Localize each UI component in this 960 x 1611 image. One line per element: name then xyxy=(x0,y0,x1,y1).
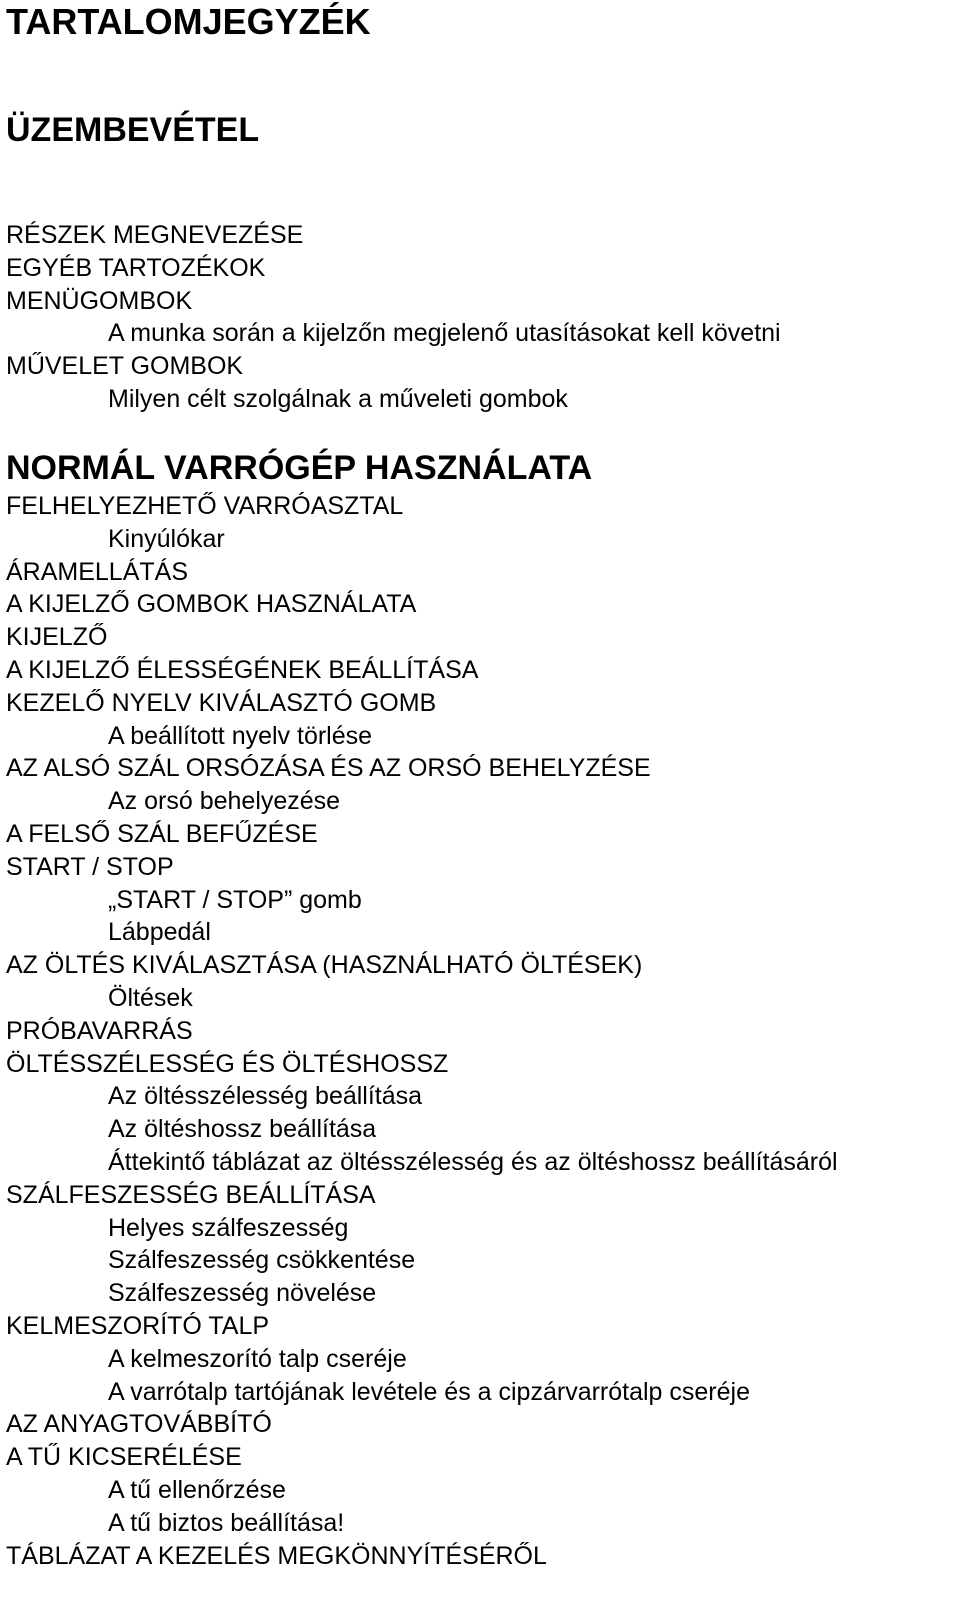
toc-subentry: A tű ellenőrzése xyxy=(108,1476,286,1504)
toc-entry: ÁRAMELLÁTÁS xyxy=(6,558,189,586)
toc-subentry: „START / STOP” gomb xyxy=(108,886,362,914)
toc-subentry: A kelmeszorító talp cseréje xyxy=(108,1345,407,1373)
toc-subentry: Az öltéshossz beállítása xyxy=(108,1115,377,1143)
toc-entry: ÖLTÉSSZÉLESSÉG ÉS ÖLTÉSHOSSZ xyxy=(6,1050,449,1078)
toc-entry: AZ ÖLTÉS KIVÁLASZTÁSA (HASZNÁLHATÓ ÖLTÉSEK) xyxy=(6,951,643,979)
toc-entry: A KIJELZŐ GOMBOK HASZNÁLATA xyxy=(6,590,417,618)
toc-entry: AZ ANYAGTOVÁBBÍTÓ xyxy=(6,1410,272,1438)
toc-subentry: Milyen célt szolgálnak a műveleti gombok xyxy=(108,385,568,413)
toc-entry: TÁBLÁZAT A KEZELÉS MEGKÖNNYÍTÉSÉRŐL xyxy=(6,1542,547,1570)
toc-subentry: Helyes szálfeszesség xyxy=(108,1214,349,1242)
toc-entry: KEZELŐ NYELV KIVÁLASZTÓ GOMB xyxy=(6,689,437,717)
toc-entry: KIJELZŐ xyxy=(6,623,108,651)
toc-entry: A TŰ KICSERÉLÉSE xyxy=(6,1443,242,1471)
toc-subentry: A beállított nyelv törlése xyxy=(108,722,373,750)
toc-subentry: A munka során a kijelzőn megjelenő utasításokat kell követni xyxy=(108,319,781,347)
page-title: TARTALOMJEGYZÉK xyxy=(6,1,371,42)
toc-entry: A KIJELZŐ ÉLESSÉGÉNEK BEÁLLÍTÁSA xyxy=(6,656,479,684)
toc-subentry: Szálfeszesség növelése xyxy=(108,1279,377,1307)
toc-entry: START / STOP xyxy=(6,853,174,881)
toc-subentry: Áttekintő táblázat az öltésszélesség és az öltéshossz beállításáról xyxy=(108,1148,838,1176)
toc-subentry: A tű biztos beállítása! xyxy=(108,1509,345,1537)
toc-entry: RÉSZEK MEGNEVEZÉSE xyxy=(6,221,304,249)
toc-subentry: Lábpedál xyxy=(108,918,211,946)
toc-entry: FELHELYEZHETŐ VARRÓASZTAL xyxy=(6,492,404,520)
toc-entry: EGYÉB TARTOZÉKOK xyxy=(6,254,266,282)
section-heading-uzembevetel: ÜZEMBEVÉTEL xyxy=(6,111,260,149)
toc-entry: MŰVELET GOMBOK xyxy=(6,352,244,380)
toc-subentry: Kinyúlókar xyxy=(108,525,225,553)
toc-entry: SZÁLFESZESSÉG BEÁLLÍTÁSA xyxy=(6,1181,376,1209)
toc-subentry: Az öltésszélesség beállítása xyxy=(108,1082,423,1110)
toc-subentry: Szálfeszesség csökkentése xyxy=(108,1246,416,1274)
toc-entry: KELMESZORÍTÓ TALP xyxy=(6,1312,270,1340)
toc-entry: AZ ALSÓ SZÁL ORSÓZÁSA ÉS AZ ORSÓ BEHELYZÉSE xyxy=(6,754,651,782)
toc-subentry: Az orsó behelyezése xyxy=(108,787,341,815)
toc-entry: PRÓBAVARRÁS xyxy=(6,1017,193,1045)
toc-entry: MENÜGOMBOK xyxy=(6,287,193,315)
toc-entry: A FELSŐ SZÁL BEFŰZÉSE xyxy=(6,820,318,848)
toc-subentry: A varrótalp tartójának levétele és a cipzárvarrótalp cseréje xyxy=(108,1378,750,1406)
section-heading-normal-varrogep: NORMÁL VARRÓGÉP HASZNÁLATA xyxy=(6,449,593,487)
toc-subentry: Öltések xyxy=(108,984,193,1012)
